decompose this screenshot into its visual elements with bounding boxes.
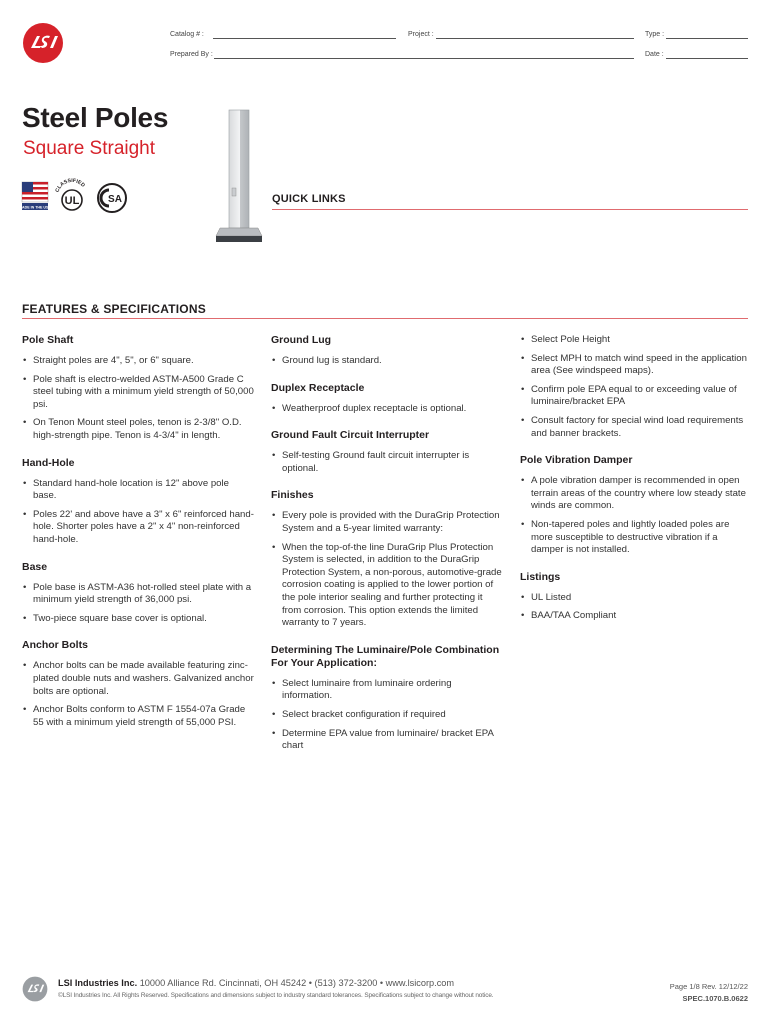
- spec-item: • BAA/TAA Compliant: [520, 610, 752, 623]
- type-label: Type :: [645, 31, 665, 38]
- spec-section: [520, 571, 752, 623]
- project-field[interactable]: [436, 38, 634, 39]
- footer-address: 10000 Alliance Rd. Cincinnati, OH 45242 • (513) 372-3200 • www.lsicorp.com: [137, 978, 455, 988]
- spec-section: [520, 454, 752, 557]
- spec-section-heading: Ground Fault Circuit Interrupter: [271, 429, 430, 442]
- svg-text:CLASSIFIED: CLASSIFIED: [54, 177, 86, 194]
- prepared-by-label: Prepared By :: [170, 51, 213, 58]
- spec-item: • Ground lug is standard.: [271, 355, 503, 368]
- footer-copyright: ©LSI Industries Inc. All Rights Reserved. Specifications and dimensions subject to industry standard tolerances. Specifications subject to change without notice.: [58, 992, 494, 999]
- spec-section-heading: Anchor Bolts: [22, 639, 88, 652]
- spec-section-heading: Ground Lug: [271, 334, 332, 346]
- svg-text:SA: SA: [108, 194, 122, 205]
- type-field[interactable]: [666, 38, 748, 39]
- date-field[interactable]: [666, 58, 748, 59]
- spec-item: • Straight poles are 4", 5", or 6" square.: [22, 355, 254, 368]
- spec-item: • Pole base is ASTM-A36 hot-rolled steel plate with a minimum yield strength of 36,000 psi.: [22, 582, 254, 607]
- spec-list: [520, 592, 752, 623]
- spec-item: • Select luminaire from luminaire ordering information.: [271, 678, 503, 703]
- footer-company: LSI Industries Inc.: [58, 978, 138, 988]
- svg-text:UL: UL: [64, 195, 80, 207]
- spec-item: • A pole vibration damper is recommended in open terrain areas of the country where low steady state winds are common.: [520, 475, 752, 513]
- lsi-logo: [22, 22, 64, 64]
- made-in-usa-flag-icon: [19, 180, 51, 214]
- spec-section: [22, 561, 254, 626]
- spec-item: • Determine EPA value from luminaire/ bracket EPA chart: [271, 728, 503, 753]
- spec-section: [520, 334, 752, 440]
- spec-item: • Non-tapered poles and lightly loaded poles are more susceptible to destructive vibration if a damper is not installed.: [520, 519, 752, 557]
- spec-section: [22, 334, 254, 443]
- spec-item: • Two-piece square base cover is optional.: [22, 613, 254, 626]
- spec-item: • Pole shaft is electro-welded ASTM-A500 Grade C steel tubing with a minimum yield strength of 50,000 psi.: [22, 374, 254, 412]
- quick-links-heading: QUICK LINKS: [272, 193, 346, 205]
- footer-page-number: Page 1/8 Rev. 12/12/22: [669, 982, 748, 991]
- quick-links-divider: [272, 209, 748, 210]
- spec-section: [22, 639, 254, 729]
- date-label: Date :: [645, 51, 664, 58]
- spec-section: [271, 429, 503, 475]
- project-label: Project :: [408, 31, 434, 38]
- spec-item: • Anchor bolts can be made available featuring zinc-plated double nuts and washers. Galvanized anchor bolts are optional.: [22, 660, 254, 698]
- spec-section: [271, 489, 503, 629]
- footer-spec-code: SPEC.1070.B.0622: [682, 994, 748, 1003]
- page-subtitle: Square Straight: [23, 138, 156, 159]
- spec-item: • Confirm pole EPA equal to or exceeding value of luminaire/bracket EPA: [520, 384, 752, 409]
- features-heading: FEATURES & SPECIFICATIONS: [22, 302, 206, 316]
- catalog-label: Catalog # :: [170, 31, 204, 38]
- flag-caption: MADE IN THE USA: [19, 205, 51, 210]
- page-title: Steel Poles: [22, 102, 169, 133]
- spec-section: [271, 334, 503, 368]
- spec-item: • Select MPH to match wind speed in the application area (See windspeed maps).: [520, 353, 752, 378]
- spec-item: • Standard hand-hole location is 12" above pole base.: [22, 478, 254, 503]
- spec-list: [22, 478, 254, 547]
- spec-item: • Consult factory for special wind load requirements and banner brackets.: [520, 415, 752, 440]
- steel-pole-image: [214, 108, 264, 246]
- spec-list: [520, 475, 752, 557]
- spec-list: [22, 355, 254, 443]
- spec-list: [271, 403, 503, 416]
- spec-list: [271, 355, 503, 368]
- spec-item: • Anchor Bolts conform to ASTM F 1554-07a Grade 55 with a minimum yield strength of 55,000 PSI.: [22, 704, 254, 729]
- spec-item: • Select Pole Height: [520, 334, 752, 347]
- csa-icon: [96, 182, 128, 214]
- features-divider: [22, 318, 748, 319]
- spec-list: [271, 678, 503, 753]
- lsi-footer-logo: [22, 976, 48, 1002]
- spec-column-2: [271, 334, 503, 767]
- spec-section-heading: Listings: [520, 570, 561, 583]
- spec-section-heading: Determining The Luminaire/Pole Combination For Your Application:: [271, 643, 500, 669]
- prepared-by-field[interactable]: [214, 58, 634, 59]
- spec-item: • On Tenon Mount steel poles, tenon is 2-3/8" O.D. high-strength pipe. Tenon is 4-3/4" in length.: [22, 417, 254, 442]
- spec-section: [22, 457, 254, 547]
- spec-list: [271, 450, 503, 475]
- spec-section-heading: Hand-Hole: [22, 456, 75, 469]
- catalog-field[interactable]: [213, 38, 396, 39]
- ul-classified-icon: [52, 176, 92, 216]
- spec-section: [271, 382, 503, 416]
- spec-section-heading: Finishes: [271, 489, 314, 502]
- footer-company-line: [58, 978, 454, 988]
- spec-column-1: [22, 334, 254, 743]
- spec-list: [22, 660, 254, 729]
- spec-list: [22, 582, 254, 626]
- spec-item: • Self-testing Ground fault circuit interrupter is optional.: [271, 450, 503, 475]
- spec-item: • Weatherproof duplex receptacle is optional.: [271, 403, 503, 416]
- spec-column-3: [520, 334, 752, 637]
- spec-list: [271, 510, 503, 629]
- spec-item: • UL Listed: [520, 592, 752, 605]
- spec-list: [520, 334, 752, 440]
- spec-item: • Poles 22' and above have a 3" x 6" reinforced hand-hole. Shorter poles have a 2" x 4" non-reinforced hand-hole.: [22, 509, 254, 547]
- spec-section-heading: Pole Vibration Damper: [520, 454, 633, 467]
- spec-section: [271, 644, 503, 753]
- spec-item: • When the top-of-the line DuraGrip Plus Protection System is selected, in addition to the DuraGrip Protection System, a non-porous, automotive-grade corrosion coating is applied to the lower portion of the pole interior sealing and further protecting it from corrosion. This option extends the limited warranty to 7 years.: [271, 542, 503, 630]
- spec-item: • Every pole is provided with the DuraGrip Protection System and a 5-year limited warranty:: [271, 510, 503, 535]
- spec-section-heading: Pole Shaft: [22, 334, 74, 346]
- spec-section-heading: Duplex Receptacle: [271, 381, 365, 394]
- spec-section-heading: Base: [22, 560, 48, 573]
- spec-item: • Select bracket configuration if required: [271, 709, 503, 722]
